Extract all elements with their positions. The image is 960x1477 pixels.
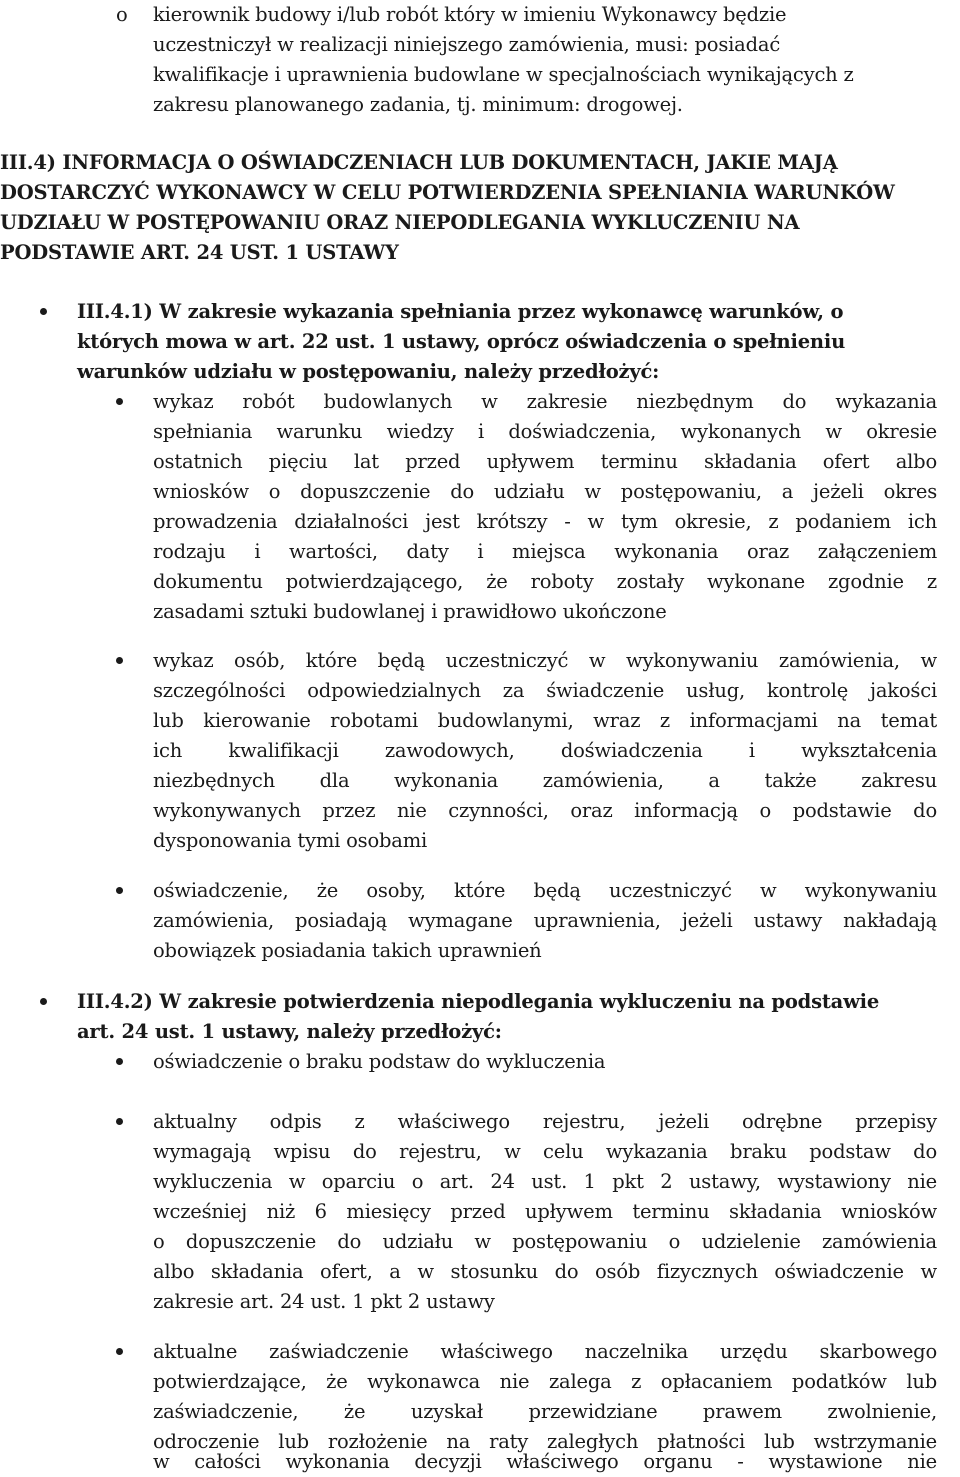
bullet-icon [40,998,47,1005]
subsection-line: art. 24 ust. 1 ustawy, należy przedłożyć: [77,1020,502,1043]
text-line: obowiązek posiadania takich uprawnień [153,939,542,962]
text-line: w całości wykonania decyzji właściwego organu - wystawione nie [153,1450,937,1473]
heading-line: DOSTARCZYĆ WYKONAWCY W CELU POTWIERDZENIA SPEŁNIANIA WARUNKÓW [0,181,895,204]
text-line: zakresie art. 24 ust. 1 pkt 2 ustawy [153,1290,495,1313]
bullet-icon [40,308,47,315]
text-line: ostatnich pięciu lat przed upływem terminu składania ofert albo [153,450,937,473]
subsection-line: warunków udziału w postępowaniu, należy przedłożyć: [77,360,660,383]
heading-line: III.4) INFORMACJA O OŚWIADCZENIACH LUB DOKUMENTACH, JAKIE MAJĄ [0,151,838,174]
text-line: zasadami sztuki budowlanej i prawidłowo ukończone [153,600,667,623]
bullet-icon [116,1348,123,1355]
heading-line: UDZIAŁU W POSTĘPOWANIU ORAZ NIEPODLEGANIA WYKLUCZENIU NA [0,211,800,234]
text-line: oświadczenie o braku podstaw do wykluczenia [153,1050,606,1073]
text-line: wykluczenia w oparciu o art. 24 ust. 1 pkt 2 ustawy, wystawiony nie [153,1170,937,1193]
text-line: wymagają wpisu do rejestru, w celu wykazania braku podstaw do [153,1140,937,1163]
text-line: dokumentu potwierdzającego, że roboty zostały wykonane zgodnie z [153,570,937,593]
text-line: niezbędnych dla wykonania zamówienia, a także zakresu [153,769,937,792]
bullet-icon [116,887,123,894]
text-line: aktualny odpis z właściwego rejestru, jeżeli odrębne przepisy [153,1110,937,1133]
text-line: dysponowania tymi osobami [153,829,428,852]
text-line: o dopuszczenie do udziału w postępowaniu o udzielenie zamówienia [153,1230,937,1253]
text-line: oświadczenie, że osoby, które będą uczestniczyć w wykonywaniu [153,879,937,902]
text-line: uczestniczył w realizacji niniejszego zamówienia, musi: posiadać [153,33,781,56]
text-line: zakresu planowanego zadania, tj. minimum: drogowej. [153,93,683,116]
heading-line: PODSTAWIE ART. 24 UST. 1 USTAWY [0,241,399,264]
list-marker-o: o [116,3,128,26]
text-line: wykonywanych przez nie czynności, oraz informacją o podstawie do [153,799,937,822]
bullet-icon [116,657,123,664]
subsection-line: których mowa w art. 22 ust. 1 ustawy, oprócz oświadczenia o spełnieniu [77,330,846,353]
text-line: ich kwalifikacji zawodowych, doświadczenia i wykształcenia [153,739,937,762]
bullet-icon [116,1058,123,1065]
text-line: spełniania warunku wiedzy i doświadczenia, wykonanych w okresie [153,420,937,443]
text-line: wcześniej niż 6 miesięcy przed upływem terminu składania wniosków [153,1200,937,1223]
text-line: prowadzenia działalności jest krótszy - w tym okresie, z podaniem ich [153,510,937,533]
text-line: wniosków o dopuszczenie do udziału w postępowaniu, a jeżeli okres [153,480,937,503]
text-line: szczególności odpowiedzialnych za świadczenie usług, kontrolę jakości [153,679,937,702]
text-line: wykaz robót budowlanych w zakresie niezbędnym do wykazania [153,390,937,413]
text-line: potwierdzające, że wykonawca nie zalega z opłacaniem podatków lub [153,1370,937,1393]
text-line: zamówienia, posiadają wymagane uprawnienia, jeżeli ustawy nakładają [153,909,937,932]
text-line: kierownik budowy i/lub robót który w imieniu Wykonawcy będzie [153,3,787,26]
subsection-line: III.4.1) W zakresie wykazania spełniania przez wykonawcę warunków, o [77,300,844,323]
text-line: aktualne zaświadczenie właściwego naczelnika urzędu skarbowego [153,1340,937,1363]
text-line: wykaz osób, które będą uczestniczyć w wykonywaniu zamówienia, w [153,649,937,672]
subsection-line: III.4.2) W zakresie potwierdzenia niepodlegania wykluczeniu na podstawie [77,990,880,1013]
text-line: albo składania ofert, a w stosunku do osób fizycznych oświadczenie w [153,1260,937,1283]
text-line: rodzaju i wartości, daty i miejsca wykonania oraz załączeniem [153,540,937,563]
text-line: odroczenie lub rozłożenie na raty zaległych płatności lub wstrzymanie [153,1430,937,1453]
text-line: zaświadczenie, że uzyskał przewidziane prawem zwolnienie, [153,1400,937,1423]
text-line: kwalifikacje i uprawnienia budowlane w specjalnościach wynikających z [153,63,854,86]
bullet-icon [116,398,123,405]
bullet-icon [116,1118,123,1125]
text-line: lub kierowanie robotami budowlanymi, wraz z informacjami na temat [153,709,937,732]
